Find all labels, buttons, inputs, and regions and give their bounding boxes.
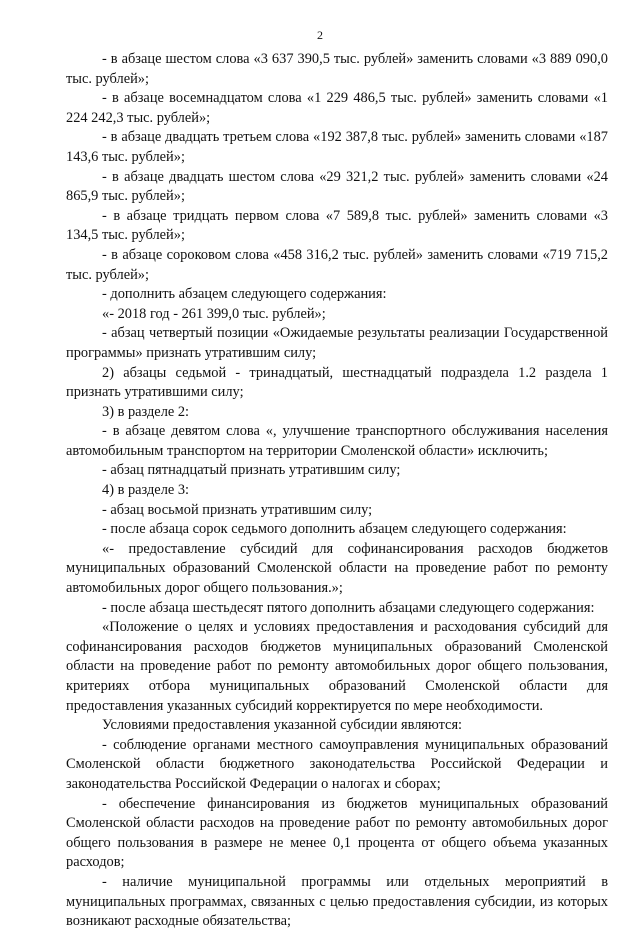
paragraph: - в абзаце тридцать первом слова «7 589,8 тыс. рублей» заменить словами «3 134,5 тыс. рублей»; bbox=[66, 207, 608, 244]
paragraph: - соблюдение органами местного самоуправления муниципальных образований Смоленской области бюджетного законодательства Российской Федерации и законодательства Российской Федерации о налогах и сборах; bbox=[66, 736, 608, 792]
paragraph: - в абзаце двадцать третьем слова «192 387,8 тыс. рублей» заменить словами «187 143,6 тыс. рублей»; bbox=[66, 129, 608, 165]
paragraph: Условиями предоставления указанной субсидии являются: bbox=[102, 717, 463, 734]
paragraph: - абзац четвертый позиции «Ожидаемые результаты реализации Государственной программы» признать утратившим силу; bbox=[66, 325, 608, 361]
paragraph: - в абзаце девятом слова «, улучшение транспортного обслуживания населения автомобильным транспортом на территории Смоленской области» исключить; bbox=[66, 423, 608, 459]
paragraph: - в абзаце двадцать шестом слова «29 321,2 тыс. рублей» заменить словами «24 865,9 тыс. рублей»; bbox=[66, 168, 608, 205]
paragraph: 4) в разделе 3: bbox=[102, 482, 190, 499]
document-body bbox=[66, 50, 608, 932]
paragraph: - после абзаца сорок седьмого дополнить абзацем следующего содержания: bbox=[102, 521, 567, 538]
paragraph: - абзац восьмой признать утратившим силу; bbox=[102, 501, 373, 518]
paragraph: - после абзаца шестьдесят пятого дополнить абзацами следующего содержания: bbox=[102, 599, 595, 616]
paragraph: - в абзаце восемнадцатом слова «1 229 486,5 тыс. рублей» заменить словами «1 224 242,3 тыс. рублей»; bbox=[66, 90, 608, 126]
paragraph: - абзац пятнадцатый признать утратившим силу; bbox=[102, 462, 401, 479]
paragraph: - в абзаце сороковом слова «458 316,2 тыс. рублей» заменить словами «719 715,2 тыс. рублей»; bbox=[66, 246, 608, 283]
paragraph: - наличие муниципальной программы или отдельных мероприятий в муниципальных программах, связанных с целью предоставления субсидии, из которых возникают расходные обязательства; bbox=[66, 873, 608, 930]
paragraph: «- 2018 год - 261 399,0 тыс. рублей»; bbox=[102, 305, 326, 322]
page-number: 2 bbox=[317, 28, 323, 42]
paragraph: - в абзаце шестом слова «3 637 390,5 тыс. рублей» заменить словами «3 889 090,0 тыс. рублей»; bbox=[66, 51, 608, 87]
paragraph: - обеспечение финансирования из бюджетов муниципальных образований Смоленской области расходов на проведение работ по ремонту автомобильных дорог общего пользования в размере не менее 0,1 процента от общего объема указанных расходов; bbox=[66, 795, 608, 871]
paragraph: «Положение о целях и условиях предоставления и расходования субсидий для софинансирования расходов бюджетов муниципальных образований Смоленской области на проведение работ по ремонту автомобильных дорог общего пользования, критериях отбора муниципальных образований Смоленской области для предоставления указанных субсидий корректируется по мере необходимости. bbox=[66, 619, 608, 714]
paragraph: - дополнить абзацем следующего содержания: bbox=[102, 286, 387, 303]
paragraph: «- предоставление субсидий для софинансирования расходов бюджетов муниципальных образований Смоленской области на проведение работ по ремонту автомобильных дорог общего пользования.»; bbox=[66, 540, 608, 597]
paragraph: 3) в разделе 2: bbox=[102, 403, 190, 420]
paragraph: 2) абзацы седьмой - тринадцатый, шестнадцатый подраздела 1.2 раздела 1 признать утратившими силу; bbox=[66, 364, 608, 401]
